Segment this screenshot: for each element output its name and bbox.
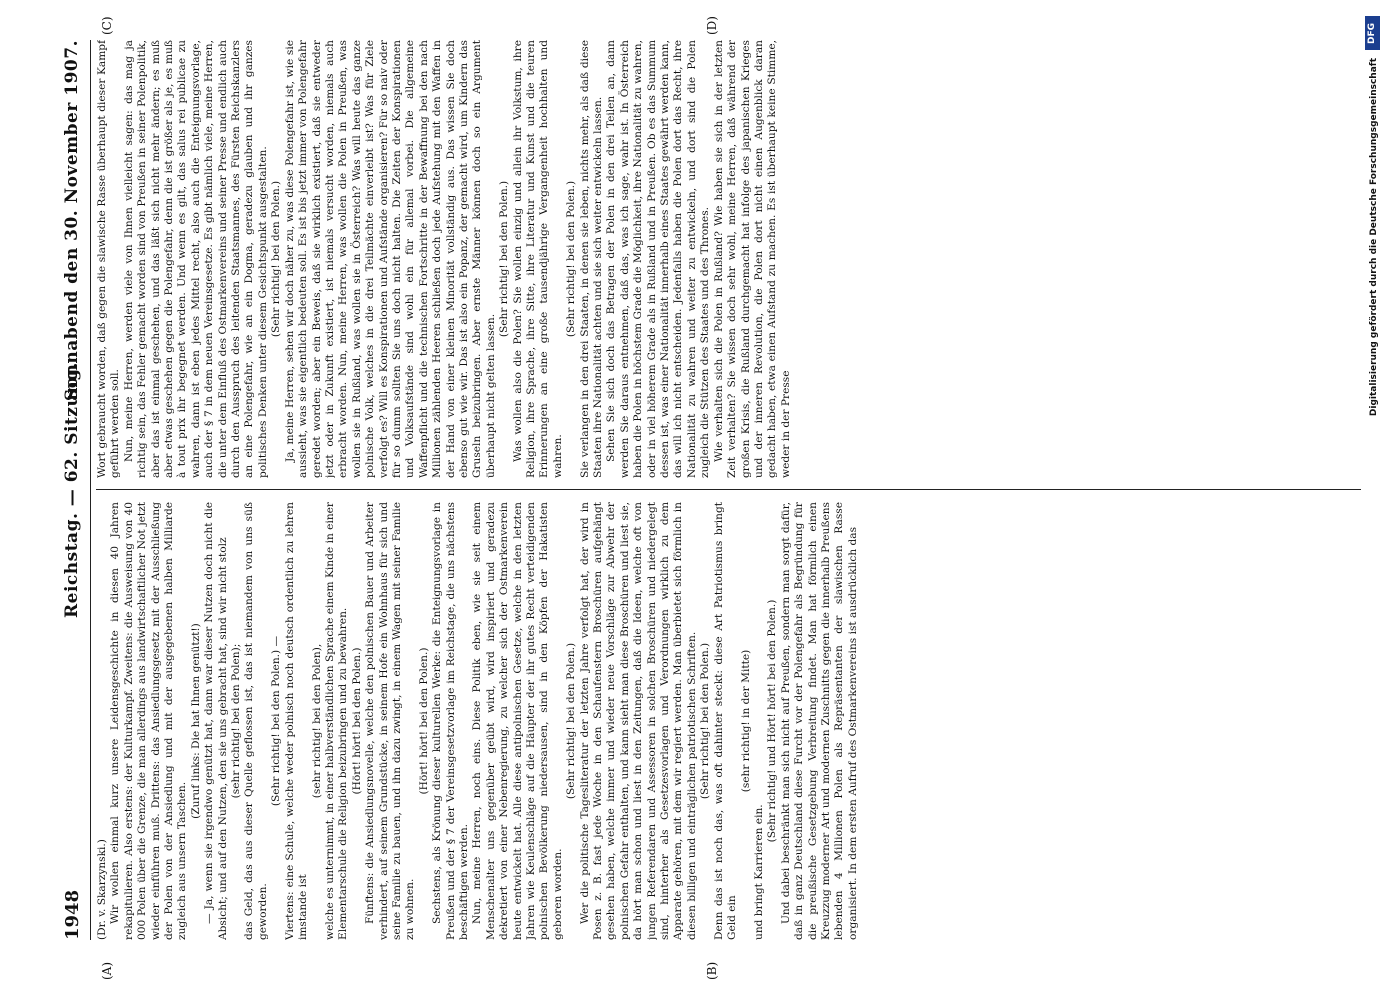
dfg-logo: DFG [1365,16,1380,50]
interjection: (sehr richtig! in der Mitte) [739,649,752,793]
paragraph: Was wollen also die Polen? Sie wollen einzig und allein ihr Volkstum, ihre Religion, ihre Sprache, ihre Sitte, ihre Literatur und Kunst und die teuren Erinnerungen an eine große tausendjährige Vergangenheit hochhalten und wahren. [511,40,564,478]
paragraph: Sechstens, als Krönung dieser kulturellen Werke: die Enteignungsvorlage in Preußen und der § 7 der Vereinsgesetzvorlage im Reichstage, die uns nächstens beschäftigen werden. [431,502,470,940]
paragraph: Wir wollen einmal kurz unsere Leidensgeschichte in diesen 40 Jahren rekapitulieren. Also erstens: der Kulturkampf. Zweitens: die Ausweisung von 40 000 Polen über die Grenze, die man allerdings aus landwirtschaftlicher Not jetzt wieder einführen muß. Drittens: das Ansiedlungsgesetz mit der Ausschließung der Polen von der Ansiedlung und mit der ausgegebenen halben Milliarde zugleich aus unsern Taschen. [109,502,189,940]
digitization-credit-strip [1361,8,1383,992]
interjection: (sehr richtig! bei den Polen), [310,643,323,799]
digitization-credit: Digitalisierung gefördert durch die Deutsche Forschungsgemeinschaft [1369,58,1379,417]
paragraph: Wie verhalten sich die Polen in Rußland? Wie haben sie sich in der letzten Zeit verhalten? Sie wissen doch sehr wohl, meine Herren, daß während der großen Krisis, die Rußland durchgemacht hat infolge des japanischen Krieges und der inneren Revolution, die Polen dort nicht einen Augenblick daran gedacht haben, etwa einen Aufstand zu machen. Es ist überhaupt keine Stimme, weder in der Presse [712,40,792,478]
paragraph: welche es unternimmt, in einer halbverständlichen Sprache einem Kinde in einer Elementarschule die Religion beizubringen und zu bewahren. [323,502,350,940]
margin-marker-c: (C) [100,16,114,35]
interjection: (Sehr richtig! bei den Polen.) [699,642,712,800]
interjection: (Sehr richtig! bei den Polen.) [565,180,578,338]
interjection: (Sehr richtig! und Hört! hört! bei den Polen.) [766,599,779,843]
interjection: (Sehr richtig! bei den Polen.) [498,180,511,338]
paragraph: das Geld, das aus dieser Quelle geflossen ist, das ist niemandem von uns süß geworden. [243,502,269,940]
paragraph: Denn das ist noch das, was oft dahinter steckt: diese Art Patriotismus bringt Geld ein [712,502,739,940]
right-text-column [96,40,1361,478]
margin-marker-b: (B) [705,961,719,980]
paragraph: Sie verlangen in den drei Staaten, in denen sie leben, nichts mehr, als daß diese Staaten ihre Nationalität achten und sie sich weiter entwickeln lassen. [578,40,605,478]
margin-marker-d: (D) [705,16,719,35]
column-divider [96,489,1361,490]
paragraph: Viertens: eine Schule, welche weder polnisch noch deutsch ordentlich zu lehren imstande ist [283,502,310,940]
session-title: Reichstag. — 62. Sitzung. [62,362,82,618]
page-number: 1948 [62,889,83,940]
paragraph: Sehen Sie sich doch das Betragen der Polen in den drei Teilen an, dann werden Sie daraus entnehmen, daß das, was ich sage, wahr ist. In Österreich haben die Polen in höchstem Grade die Möglichkeit, ihre Nationalität zu wahren, oder in viel höherem Grade als in Rußland und in Preußen. Ob es das Summum dessen ist, was einer Nationalität innerhalb eines Staates gewährt werden kann, das will ich nicht entscheiden. Jedenfalls haben die Polen dort das Recht, ihre Nationalität zu wahren und weiter zu entwickeln, und dort sind die Polen zugleich die Stützen des Staates und des Thrones. [605,40,712,478]
paragraph: Und dabei beschränkt man sich nicht auf Preußen, sondern man sorgt dafür, daß in ganz Deutschland diese Furcht vor der Polengefahr als Begründung für die preußische Gesetzgebung Verbreitung findet. Man hat förmlich einen Kreuzzug moderner Art und modernen Zuschnitts gegen die innerhalb Preußens lebenden 4 Millionen Polen als Repräsentanten der slawischen Rasse organisiert. In dem ersten Aufruf des Ostmarkenvereins ist ausdrücklich das [779,502,859,940]
paragraph: Nun, meine Herren, werden viele von Ihnen vielleicht sagen: das mag ja richtig sein, das Fehler gemacht worden sind von Preußen in seiner Polenpolitik, aber das ist einmal geschehen, und das läßt sich nicht mehr ändern; es muß aber etwas geschehen gegen die Polengefahr, denn die ist größer als je, es muß à tout prix ihr begegnet werden. Und wenn es gilt, das salus rei publicae zu wahren, dann ist eben jedes Mittel recht, also auch die Enteignungsvorlage, auch der § 7 in dem neuen Vereinsgesetze. Es gibt nämlich viele, meine Herren, die unter dem Einfluß des Ostmarkenvereins und seiner Presse und endlich auch durch den Ausspruch des leitenden Staatsmannes, des Fürsten Reichskanzlers an eine Polengefahr, wie an ein Dogma, geradezu glauben und ihr ganzes politisches Denken unter diesem Gesichtspunkt ausgestalten. [122,40,269,478]
session-date: Sonnabend den 30. November 1907. [62,40,82,402]
paragraph: Wort gebraucht worden, daß gegen die slawische Rasse überhaupt dieser Kampf geführt werden soll. [96,40,122,478]
interjection: (Zuruf links: Die hat Ihnen genützt!) [189,623,202,819]
margin-marker-a: (A) [100,961,114,980]
interjection: (sehr richtig! bei den Polen); [230,643,243,799]
interjection: (Sehr richtig! bei den Polen.) — [270,635,283,807]
page-header [62,40,88,940]
paragraph: Wer die politische Tagesliteratur der letzten Jahre verfolgt hat, der wird in Posen z. B. fast jede Woche in den Schaufenstern Broschüren aufgehängt gesehen haben, welche immer und wieder neue Vorschläge zur Abwehr der polnischen Gefahr enthalten, und kann sieht man diese Broschüren und liest sie, da hört man schon und liest in den Zeitungen, daß die Ideen, welche oft von jungen Referendaren und Assessoren in solchen Broschüren und niedergelegt sind, hinterher als Gesetzesvorlagen und Verordnungen wirklich zu dem Apparate gehören, mit dem wir regiert werden. Man überbietet sich förmlich in diesen billigen und einträglichen patriotischen Schriften. [578,502,698,940]
left-text-column [96,502,1361,940]
paragraph: — Ja, wenn sie irgendwo genützt hat, dann war dieser Nutzen doch nicht die Absicht; und auf den Nutzen, den sie uns gebracht hat, sind wir nicht stolz [203,502,229,940]
paragraph: (Dr. v. Skarzynski.) [96,839,108,940]
paragraph: und bringt Karrieren ein. [752,804,765,940]
interjection: (Sehr richtig! bei den Polen.) [270,180,283,338]
interjection: (Sehr richtig! bei den Polen.) [565,642,578,800]
paragraph: Nun, meine Herren, noch eins. Diese Politik eben, wie sie seit einem Menschenalter uns gegenüber geübt wird, wird inspiriert und geradezu dekretiert von einer Nebenregierung, zu welcher sich der Ostmarkenverein heute entwickelt hat. Alle diese antipolnischen Gesetze, welche in den letzten Jahren wie Keulenschläge auf die Häupter der ihr gutes Recht verteidigenden polnischen Bevölkerung niedersausen, sind in den Köpfen der Hakatisten geboren worden. [471,502,564,940]
interjection: (Hört! hört! bei den Polen.) [350,647,363,795]
header-rule [90,40,91,940]
paragraph: Ja, meine Herren, sehen wir doch näher zu, was diese Polengefahr ist, wie sie aussieht, was sie eigentlich bedeuten soll. Es ist bis jetzt immer von Polengefahr geredet worden; aber ein Beweis, daß sie wirklich existiert, daß sie entweder jetzt oder in Zukunft existiert, ist niemals versucht worden, niemals auch erbracht worden. Nun, meine Herren, was wollen die Polen in Preußen, was wollen sie in Rußland, was wollen sie in Österreich? Was will heute das ganze polnische Volk, welches in die drei Teilmächte einverleibt ist? Was für Ziele verfolgt es? Will es Konspirationen und Aufstände organisieren? Für so naiv oder für so dumm sollten Sie uns doch nicht halten. Die Zeiten der Konspirationen und Volksaufstände sind wohl ein für allemal vorbei. Die allgemeine Waffenpflicht und die technischen Fortschritte in der Bewaffnung bei den nach Millionen zählenden Heeren schließen doch jede Aufstehung mit den Waffen in der Hand von einer kleinen Minorität vollständig aus. Das wissen Sie doch ebenso gut wie wir. Das ist also ein Popanz, der gemacht wird, um Kindern das Gruseln beizubringen. Aber ernste Männer können doch so ein Argument überhaupt nicht gelten lassen. [283,40,497,478]
paragraph: Fünftens: die Ansiedlungsnovelle, welche den polnischen Bauer und Arbeiter verhindert, auf seinem Grundstücke, in seinem Hofe ein Wohnhaus für sich und seine Familie zu bauen, und ihn dazu zwingt, in einem Wagen mit seiner Familie zu wohnen. [364,502,417,940]
interjection: (Hört! hört! bei den Polen.) [417,647,430,795]
